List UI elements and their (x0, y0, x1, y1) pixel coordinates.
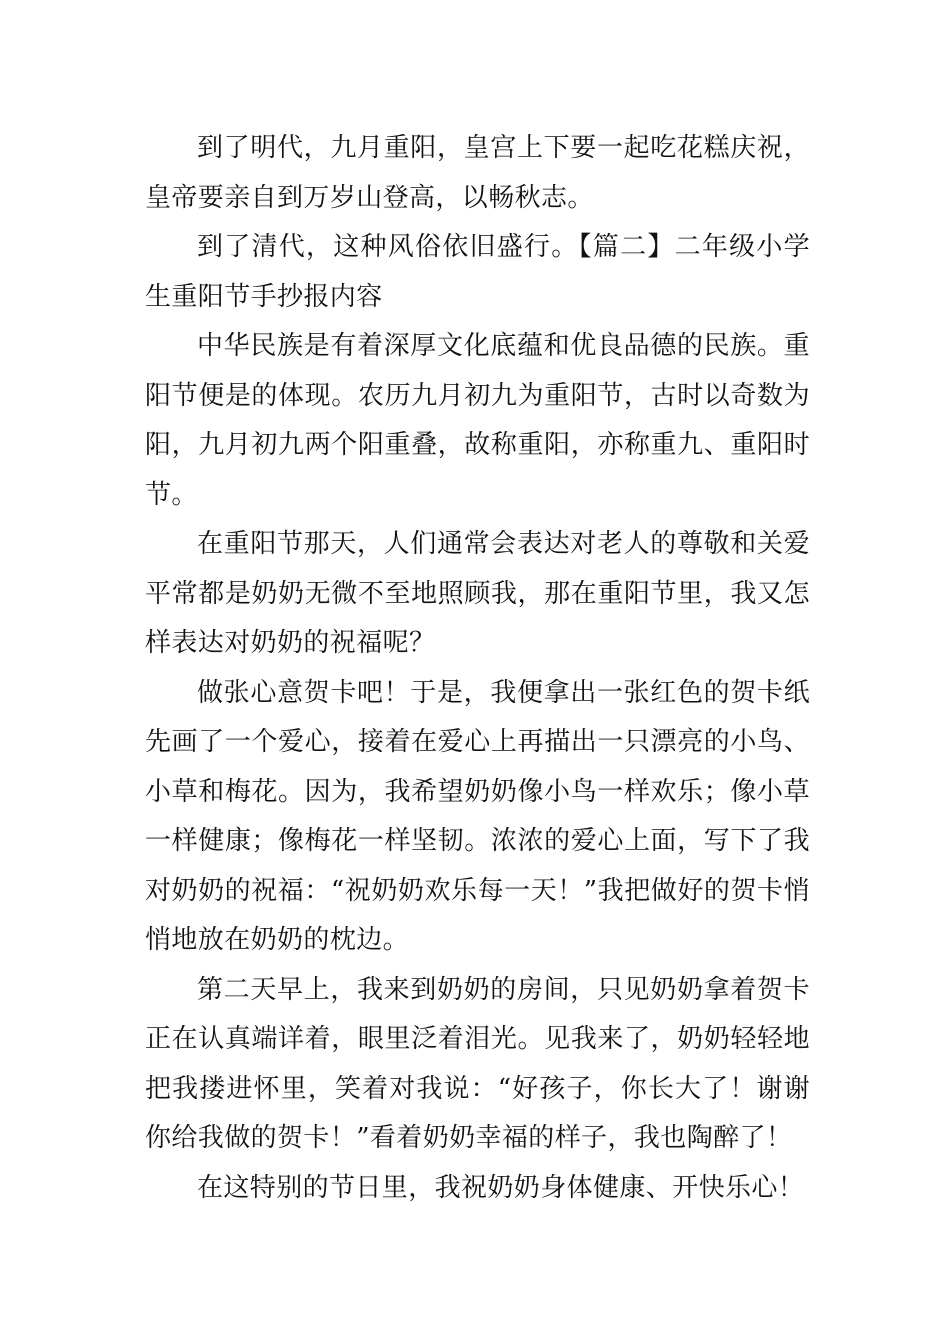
paragraph-ming-dynasty: 到了明代，九月重阳，皇宫上下要一起吃花糕庆祝，皇帝要亲自到万岁山登高，以畅秋志。 (145, 133, 810, 213)
paragraph-respect-elders: 在重阳节那天，人们通常会表达对老人的尊敬和关爱平常都是奶奶无微不至地照顾我，那在重阳节里，我又怎样表达对奶奶的祝福呢？ (145, 529, 810, 658)
paragraph-closing-wish: 在这特别的节日里，我祝奶奶身体健康、开快乐心！ (197, 1172, 805, 1203)
paragraph-qing-dynasty: 到了清代，这种风俗依旧盛行。【篇二】二年级小学生重阳节手抄报内容 (145, 232, 810, 312)
paragraph-greeting-card: 做张心意贺卡吧！于是，我便拿出一张红色的贺卡纸先画了一个爱心，接着在爱心上再描出一只漂亮的小鸟、小草和梅花。因为，我希望奶奶像小鸟一样欢乐；像小草一样健康；像梅花一样坚韧。浓浓的爱心上面，写下了我对奶奶的祝福：“祝奶奶欢乐每一天！”我把做好的贺卡悄悄地放在奶奶的枕边。 (145, 677, 810, 955)
paragraph-chinese-nation: 中华民族是有着深厚文化底蕴和优良品德的民族。重阳节便是的体现。农历九月初九为重阳节，古时以奇数为阳，九月初九两个阳重叠，故称重阳，亦称重九、重阳时节。 (145, 331, 810, 510)
document-body (145, 124, 810, 1213)
paragraph-next-morning: 第二天早上，我来到奶奶的房间，只见奶奶拿着贺卡正在认真端详着，眼里泛着泪光。见我来了，奶奶轻轻地把我搂进怀里，笑着对我说：“好孩子，你长大了！谢谢你给我做的贺卡！”看着奶奶幸福的样子，我也陶醉了！ (145, 974, 810, 1153)
